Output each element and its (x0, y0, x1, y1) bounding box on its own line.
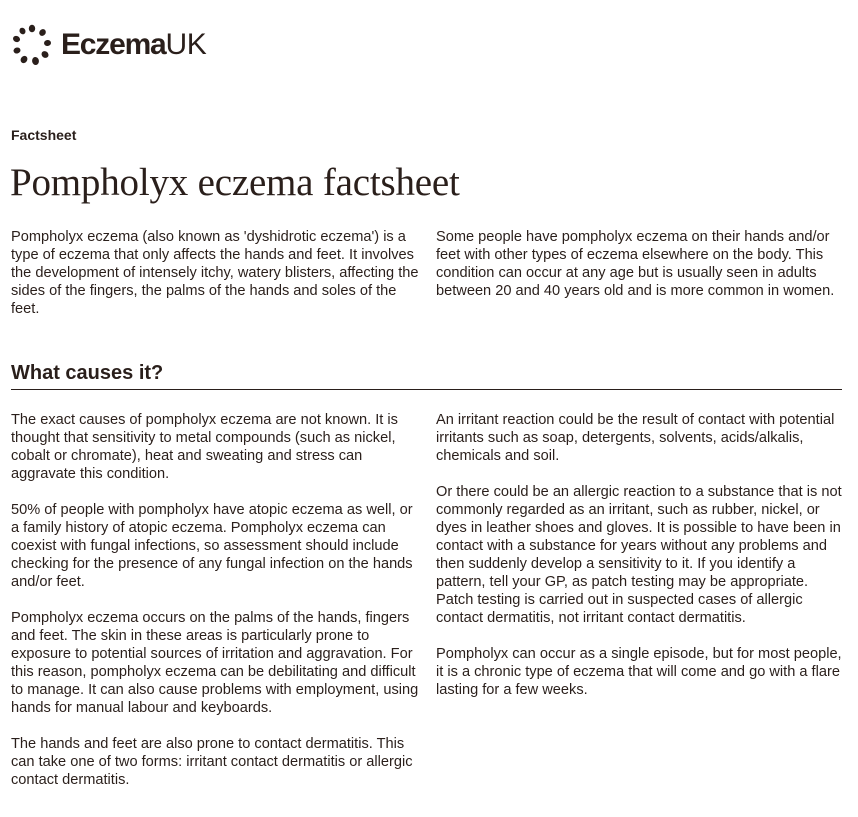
causes-left-column (11, 411, 419, 807)
brand-name-regular: UK (165, 28, 207, 61)
page-title: Pompholyx eczema factsheet (10, 161, 460, 204)
eczema-uk-ring-icon (10, 23, 54, 67)
document-type-label: Factsheet (11, 127, 77, 143)
body-paragraph: The hands and feet are also prone to contact dermatitis. This can take one of two forms: irritant contact dermatitis or allergic contact dermatitis. (11, 736, 413, 788)
intro-left-column (11, 228, 419, 336)
body-paragraph: An irritant reaction could be the result of contact with potential irritants such as soap, detergents, solvents, acids/alkalis, chemicals and soil. (436, 412, 835, 464)
intro-right-column (436, 228, 844, 318)
body-paragraph: The exact causes of pompholyx eczema are not known. It is thought that sensitivity to metal compounds (such as nickel, cobalt or chromate), heat and sweating and stress can aggravate this condition. (11, 412, 398, 482)
section-divider (11, 389, 842, 390)
body-paragraph: Pompholyx eczema occurs on the palms of the hands, fingers and feet. The skin in these areas is particularly prone to exposure to potential sources of irritation and aggravation. For this reason, pompholyx eczema can be debilitating and difficult to manage. It can also cause problems with employment, using hands for manual labour and keyboards. (11, 610, 419, 716)
eczema-uk-logo[interactable] (10, 23, 206, 67)
intro-paragraph: Some people have pompholyx eczema on their hands and/or feet with other types of eczema elsewhere on the body. This condition can occur at any age but is usually seen in adults between 20 and 40 years old and is more common in women. (436, 229, 835, 299)
section-heading-causes: What causes it? (11, 362, 164, 384)
brand-name-bold: Eczema (61, 28, 166, 61)
brand-wordmark (61, 30, 206, 60)
intro-paragraph: Pompholyx eczema (also known as 'dyshidrotic eczema') is a type of eczema that only affects the hands and feet. It involves the development of intensely itchy, watery blisters, affecting the sides of the fingers, the palms of the hands and soles of the feet. (11, 229, 419, 317)
causes-right-column (436, 411, 844, 717)
body-paragraph: Pompholyx can occur as a single episode, but for most people, it is a chronic type of eczema that will come and go with a flare lasting for a few weeks. (436, 646, 842, 698)
body-paragraph: Or there could be an allergic reaction to a substance that is not commonly regarded as an irritant, such as rubber, nickel, or dyes in leather shoes and gloves. It is possible to have been in contact with a substance for years without any problems and then suddenly develop a sensitivity to it. If you identify a pattern, tell your GP, as patch testing may be appropriate. Patch testing is carried out in suspected cases of allergic contact dermatitis, not irritant contact dermatitis. (436, 484, 842, 626)
body-paragraph: 50% of people with pompholyx have atopic eczema as well, or a family history of atopic eczema. Pompholyx eczema can coexist with fungal infections, so assessment should include checking for the presence of any fungal infection on the hands and/or feet. (11, 502, 413, 590)
